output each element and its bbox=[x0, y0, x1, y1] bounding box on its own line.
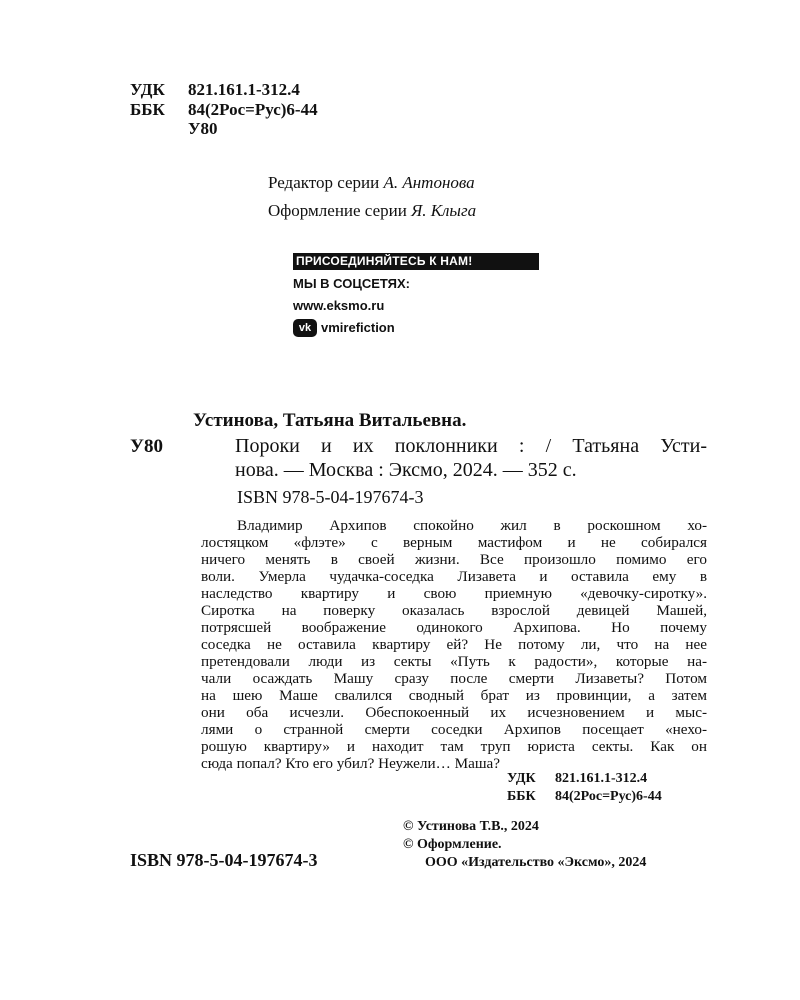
annotation-line: наследство квартиру и свою приемную «девочку-сиротку». bbox=[201, 585, 707, 602]
annotation-line: соседка не оставила квартиру ей? Не потому ли, что на нее bbox=[201, 636, 707, 653]
social-block bbox=[293, 253, 543, 339]
annotation-line: Сиротка на поверку оказалась взрослой девицей Машей, bbox=[201, 602, 707, 619]
annotation-line: ничего менять в своей жизни. Все произошло помимо его bbox=[201, 551, 707, 568]
social-banner: ПРИСОЕДИНЯЙТЕСЬ К НАМ! bbox=[293, 253, 539, 270]
annotation-line: сюда попал? Кто его убил? Неужели… Маша? bbox=[201, 755, 501, 772]
copyright-author: © Устинова Т.В., 2024 bbox=[403, 819, 539, 834]
catalog-bbk-row bbox=[507, 788, 662, 806]
annotation-line: рошую квартиру» и находит там труп юриста секты. Как он bbox=[201, 738, 707, 755]
copyright-design: © Оформление. bbox=[403, 837, 502, 852]
footer-isbn: ISBN 978-5-04-197674-3 bbox=[130, 850, 318, 870]
catalog-title bbox=[235, 434, 707, 482]
author-code-top: У80 bbox=[188, 119, 218, 138]
series-editor-name: А. Антонова bbox=[383, 173, 475, 192]
annotation-line: чали осаждать Машу сразу после смерти Лизаветы? Потом bbox=[201, 670, 707, 687]
annotation-line: они оба исчезли. Обеспокоенный их исчезновением и мыс- bbox=[201, 704, 707, 721]
social-subtitle: МЫ В СОЦСЕТЯХ: bbox=[293, 276, 411, 291]
bbk-label: ББК bbox=[130, 100, 165, 119]
catalog-author-heading: Устинова, Татьяна Витальевна. bbox=[193, 410, 467, 431]
vk-link[interactable] bbox=[293, 317, 543, 339]
catalog-isbn: ISBN 978-5-04-197674-3 bbox=[237, 487, 424, 507]
annotation-line: Владимир Архипов спокойно жил в роскошном хо- bbox=[237, 517, 707, 534]
annotation-line: воли. Умерла чудачка-соседка Лизавета и оставила ему в bbox=[201, 568, 707, 585]
copyright-publisher: ООО «Издательство «Эксмо», 2024 bbox=[425, 855, 647, 870]
catalog-udk-value: 821.161.1-312.4 bbox=[555, 771, 648, 786]
website-link[interactable]: www.eksmo.ru bbox=[293, 298, 385, 313]
udk-label: УДК bbox=[130, 80, 165, 99]
catalog-udk-row bbox=[507, 770, 647, 788]
catalog-bbk-value: 84(2Рос=Рус)6-44 bbox=[555, 789, 662, 804]
series-design bbox=[268, 200, 476, 222]
series-design-label: Оформление серии bbox=[268, 201, 407, 220]
bbk-value: 84(2Рос=Рус)6-44 bbox=[188, 100, 318, 119]
vk-handle: vmirefiction bbox=[321, 320, 395, 335]
annotation-line: потрясшей воображение одинокого Архипова. Но почему bbox=[201, 619, 707, 636]
annotation-line: претендовали люди из секты «Путь к радости», которые на- bbox=[201, 653, 707, 670]
annotation bbox=[201, 517, 707, 772]
annotation-line: на шею Маше свалился сводный брат из провинции, а затем bbox=[201, 687, 707, 704]
catalog-title-line: Пороки и их поклонники : / Татьяна Усти- bbox=[235, 435, 707, 457]
catalog-udk-label: УДК bbox=[507, 771, 536, 786]
series-design-name: Я. Клыга bbox=[411, 201, 477, 220]
annotation-line: лями о странной смерти соседки Архипов посещает «нехо- bbox=[201, 721, 707, 738]
catalog-author-code: У80 bbox=[130, 436, 163, 457]
series-editor bbox=[268, 172, 475, 194]
udk-row bbox=[130, 80, 300, 100]
series-editor-label: Редактор серии bbox=[268, 173, 380, 192]
bbk-row bbox=[130, 100, 318, 120]
vk-icon: vk bbox=[293, 319, 317, 337]
udk-value: 821.161.1-312.4 bbox=[188, 80, 300, 99]
annotation-line: лостяцком «флэте» с верным мастифом и не собирался bbox=[201, 534, 707, 551]
catalog-bbk-label: ББК bbox=[507, 789, 536, 804]
catalog-title-line: нова. — Москва : Эксмо, 2024. — 352 с. bbox=[235, 459, 577, 481]
